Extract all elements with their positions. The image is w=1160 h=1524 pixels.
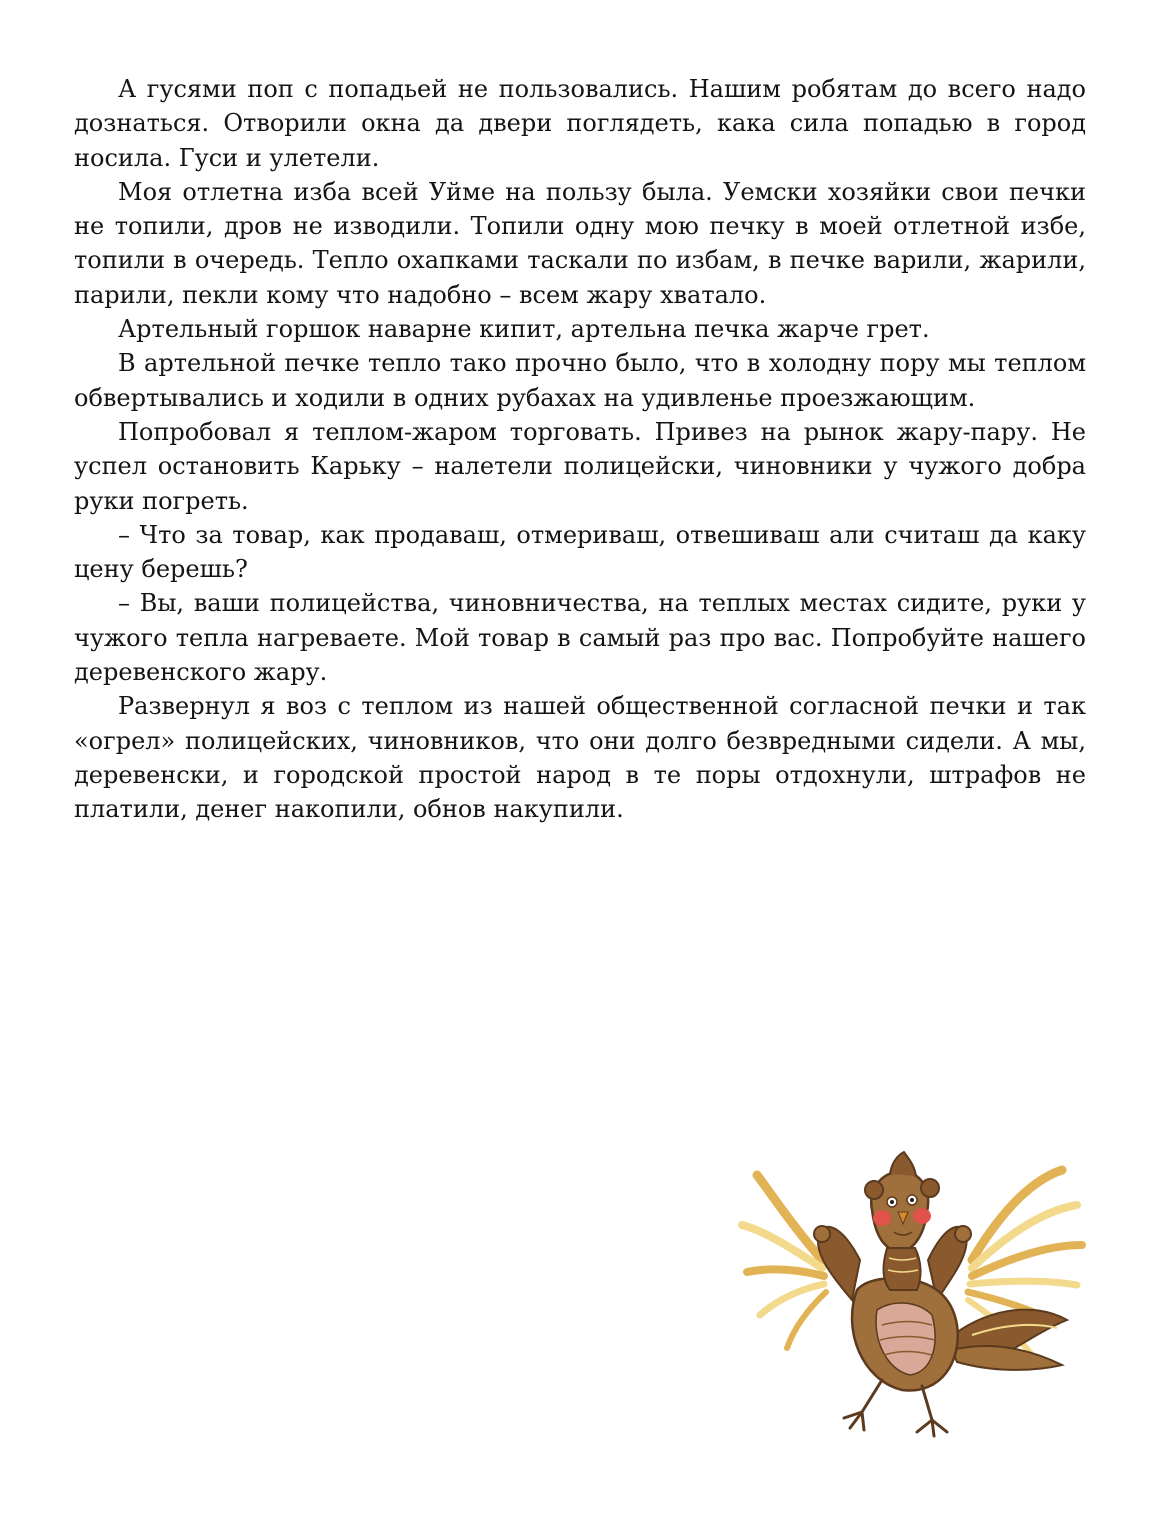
- paragraph-2: Моя отлетна изба всей Уйме на пользу была. Уемски хозяйки свои печки не топили, дров не изводили. Топили одну мою печку в моей отлетной избе, топили в очередь. Тепло охапками таскали по избам, в печке варили, жарили, парили, пекли кому что надобно – всем жару хватало.: [74, 177, 1086, 309]
- paragraph-4: В артельной печке тепло тако прочно было, что в холодну пору мы теплом обвертывались и ходили в одних рубахах на удивленье проезжающим.: [74, 349, 1086, 412]
- neck: [884, 1248, 921, 1290]
- left-cheek: [873, 1210, 891, 1226]
- bird-illustration: [732, 1150, 1092, 1450]
- paragraph-1: А гусями поп с попадьей не пользовались. Нашим робятам до всего надо дознаться. Отворили окна да двери поглядеть, кака сила попадью в город носила. Гуси и улетели.: [74, 75, 1086, 172]
- paragraph-6: – Что за товар, как продаваш, отмериваш, отвешиваш али считаш да каку цену берешь?: [74, 520, 1086, 584]
- tail: [947, 1310, 1067, 1370]
- left-wing: [742, 1175, 826, 1348]
- story-text: [74, 72, 1086, 827]
- crest: [890, 1152, 916, 1176]
- paragraph-5: Попробовал я теплом-жаром торговать. Привез на рынок жару-пару. Не успел остановить Карьку – налетели полицейски, чиновники у чужого добра руки погреть.: [74, 417, 1086, 515]
- head: [865, 1152, 939, 1252]
- paragraph-8: Развернул я воз с теплом из нашей общественной согласной печки и так «огрел» полицейских, чиновников, что они долго безвредными сидели. А мы, деревенски, и городской простой народ в те поры отдохнули, штрафов не платили, денег накопили, обнов накупили.: [74, 692, 1086, 824]
- paragraph-3: Артельный горшок наварне кипит, артельна печка жарче грет.: [118, 315, 930, 344]
- body: [852, 1278, 958, 1390]
- right-cheek: [913, 1208, 931, 1224]
- paragraph-7: – Вы, ваши полицейства, чиновничества, на теплых местах сидите, руки у чужого тепла нагреваете. Мой товар в самый раз про вас. Попробуйте нашего деревенского жару.: [74, 589, 1086, 687]
